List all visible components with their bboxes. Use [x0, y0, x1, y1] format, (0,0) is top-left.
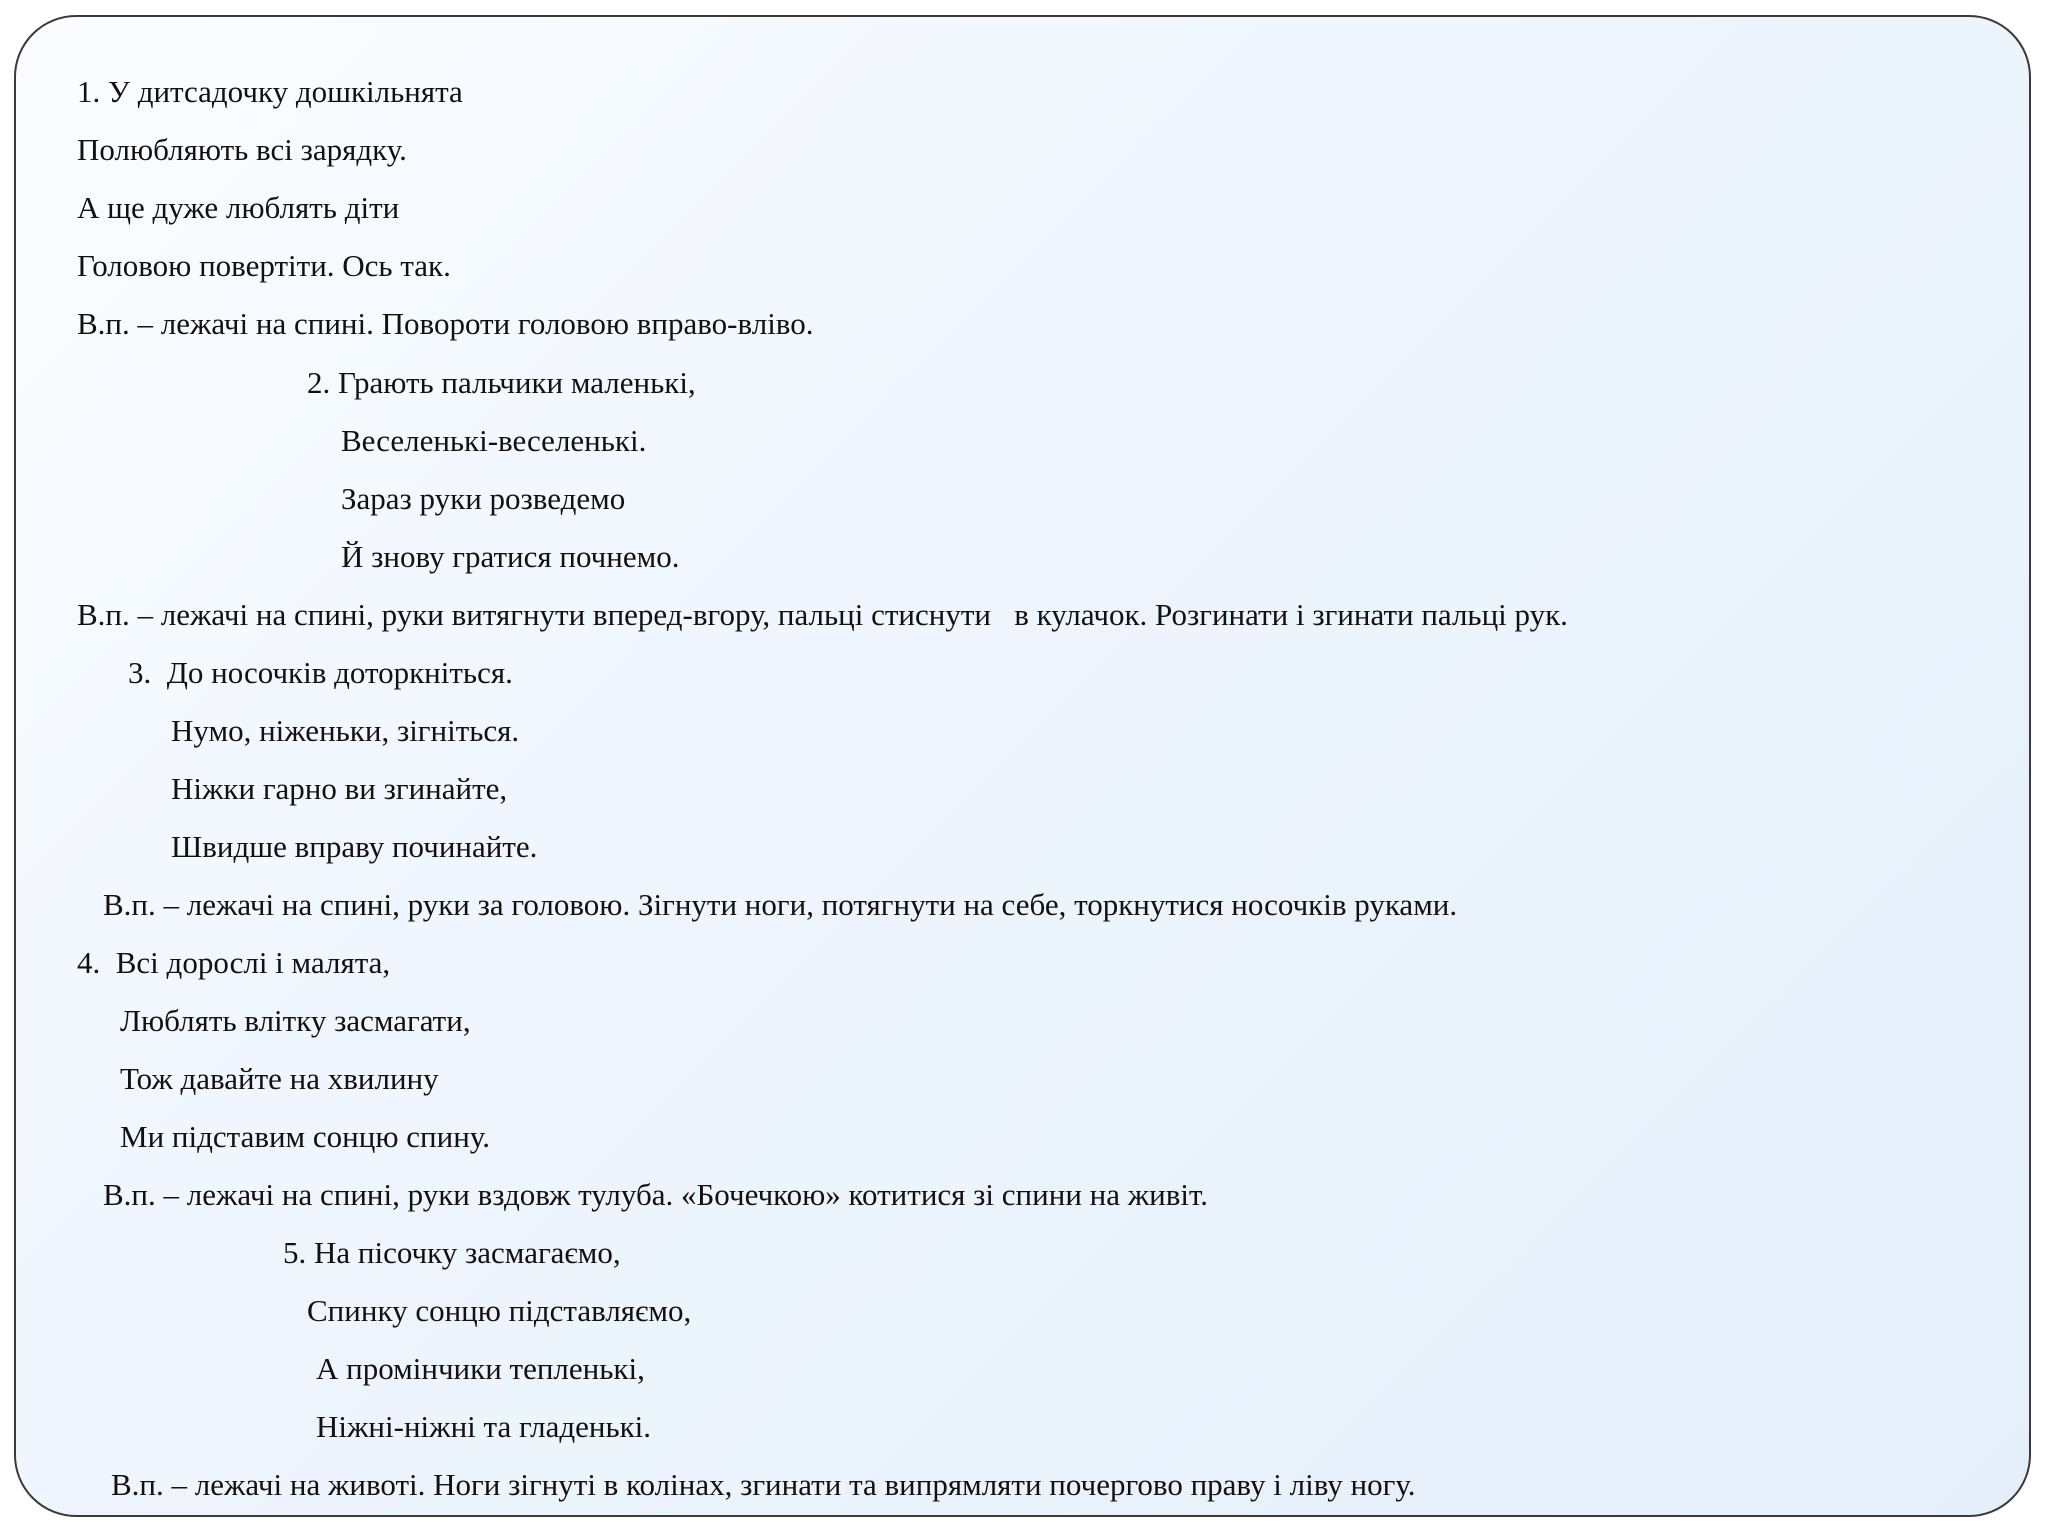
text-line: В.п. – лежачі на спині, руки витягнути вперед-вгору, пальці стиснути в кулачок. Розгинати і згинати пальці рук. [77, 597, 1568, 632]
text-line: А ще дуже люблять діти [77, 190, 400, 225]
text-line: Тож давайте на хвилину [120, 1061, 439, 1096]
text-line: В.п. – лежачі на животі. Ноги зігнуті в колінах, згинати та випрямляти почергово праву і ліву ногу. [111, 1467, 1416, 1502]
text-line: 4. Всі дорослі і малята, [77, 945, 391, 980]
content-frame [14, 15, 2031, 1517]
text-line: Люблять влітку засмагати, [120, 1003, 471, 1038]
text-line: Полюбляють всі зарядку. [77, 132, 407, 167]
text-line: Веселенькі-веселенькі. [341, 423, 647, 458]
text-line: Зараз руки розведемо [341, 481, 626, 516]
text-line: Ми підставим сонцю спину. [120, 1119, 490, 1154]
text-line: В.п. – лежачі на спині, руки за головою. Зігнути ноги, потягнути на себе, торкнутися носочків руками. [103, 887, 1458, 922]
text-line: Ніжні-ніжні та гладенькі. [316, 1409, 652, 1444]
text-line: В.п. – лежачі на спині. Повороти головою вправо-вліво. [77, 306, 814, 341]
text-line: А промінчики тепленькі, [316, 1351, 645, 1386]
text-line: В.п. – лежачі на спині, руки вздовж тулуба. «Бочечкою» котитися зі спини на живіт. [103, 1177, 1208, 1212]
text-line: 3. До носочків доторкніться. [128, 655, 513, 690]
text-line: Ніжки гарно ви згинайте, [171, 771, 508, 806]
text-line: 5. На пісочку засмагаємо, [283, 1235, 621, 1270]
text-line: Й знову гратися почнемо. [341, 539, 680, 574]
text-line: 1. У дитсадочку дошкільнята [77, 74, 463, 109]
text-line: Спинку сонцю підставляємо, [307, 1293, 692, 1328]
text-line: Швидше вправу починайте. [171, 829, 538, 864]
text-line: 2. Грають пальчики маленькі, [307, 365, 696, 400]
text-line: Головою повертіти. Ось так. [77, 248, 451, 283]
text-line: Нумо, ніженьки, зігніться. [171, 713, 520, 748]
